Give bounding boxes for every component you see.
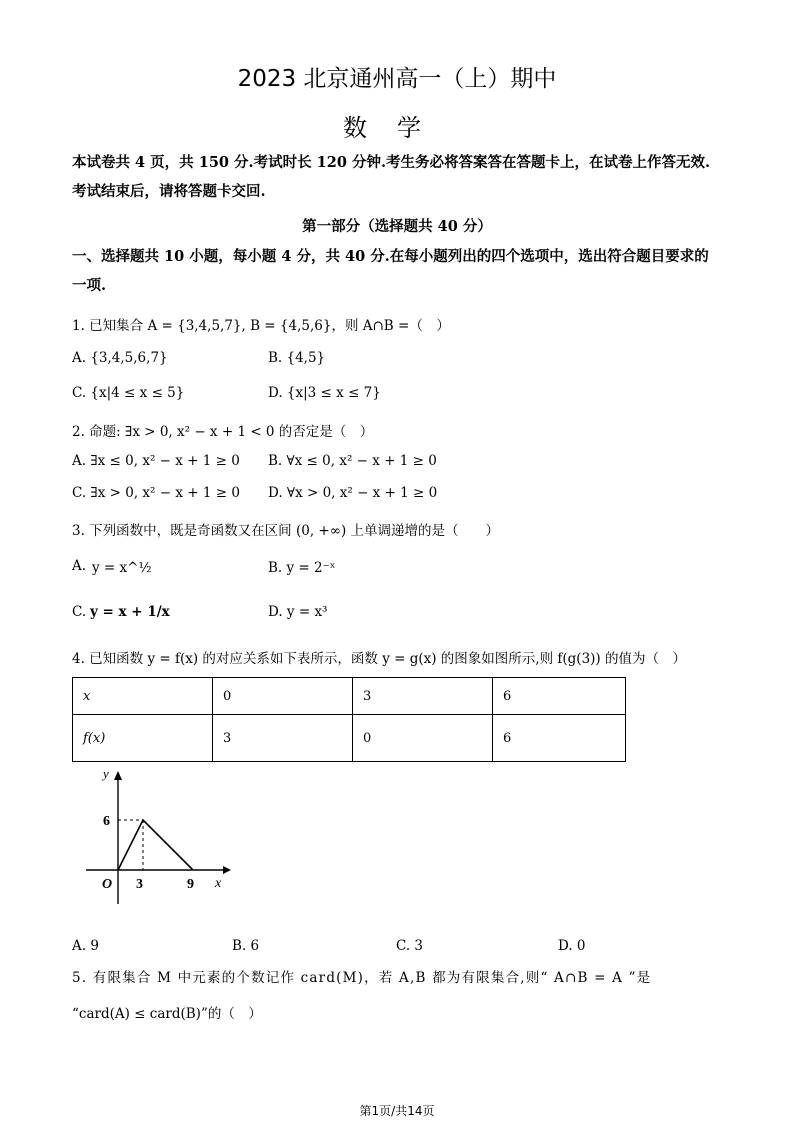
q2-option-b: B. ∀x ≤ 0, x² − x + 1 ≥ 0 bbox=[268, 453, 437, 469]
table-cell: f(x) bbox=[73, 715, 213, 762]
question-3-stem: 3. 下列函数中，既是奇函数又在区间 (0, +∞) 上单调递增的是（ ） bbox=[72, 523, 500, 539]
q3-option-b: B. y = 2⁻ˣ bbox=[268, 560, 336, 576]
section-heading: 一、选择题共 10 小题，每小题 4 分，共 40 分.在每小题列出的四个选项中，选出符合题目要求的一项. bbox=[72, 248, 709, 294]
q3-option-c-formula: y = x + 1/x bbox=[90, 604, 170, 620]
y-tick-label: 6 bbox=[103, 814, 110, 829]
y-axis-arrow bbox=[114, 771, 122, 780]
function-table bbox=[72, 677, 626, 762]
subject-title: 数学 bbox=[343, 114, 451, 142]
page-footer: 第1页/共14页 bbox=[359, 1104, 435, 1118]
part-heading: 第一部分（选择题共 40 分） bbox=[302, 218, 492, 235]
table-cell: 0 bbox=[213, 678, 353, 715]
table-row bbox=[73, 678, 626, 715]
q1-option-a: A. {3,4,5,6,7} bbox=[72, 350, 168, 366]
q1-option-b: B. {4,5} bbox=[268, 350, 326, 366]
x-axis-label: x bbox=[215, 876, 222, 891]
q4-option-a: A. 9 bbox=[72, 938, 99, 954]
exam-instructions: 本试卷共 4 页，共 150 分.考试时长 120 分钟.考生务必将答案答在答题卡上，在试卷上作答无效.考试结束后，请将答题卡交回. bbox=[72, 154, 711, 200]
x-axis-arrow bbox=[223, 866, 231, 874]
q1-option-d: D. {x|3 ≤ x ≤ 7} bbox=[268, 385, 381, 401]
g-function-graph bbox=[78, 762, 238, 912]
q2-option-c: C. ∃x > 0, x² − x + 1 ≥ 0 bbox=[72, 485, 240, 501]
q4-option-b: B. 6 bbox=[232, 938, 260, 954]
table-cell: 3 bbox=[213, 715, 353, 762]
origin-label: O bbox=[102, 877, 113, 892]
q3-option-c-label: C. bbox=[72, 604, 87, 620]
x-tick-label: 9 bbox=[187, 877, 194, 892]
table-cell: 6 bbox=[493, 678, 626, 715]
q4-option-d: D. 0 bbox=[558, 938, 586, 954]
question-2-stem: 2. 命题: ∃x > 0, x² − x + 1 < 0 的否定是（ ） bbox=[72, 424, 374, 440]
q3-option-a-formula: y = x^½ bbox=[92, 560, 152, 576]
q2-option-a: A. ∃x ≤ 0, x² − x + 1 ≥ 0 bbox=[72, 453, 240, 469]
table-row bbox=[73, 715, 626, 762]
question-4-stem: 4. 已知函数 y = f(x) 的对应关系如下表所示，函数 y = g(x) 的图象如图所示,则 f(g(3)) 的值为（ ） bbox=[72, 651, 686, 667]
y-axis-label: y bbox=[103, 766, 109, 781]
table-cell: 6 bbox=[493, 715, 626, 762]
question-5-stem-continued: “card(A) ≤ card(B)”的（ ） bbox=[72, 1006, 262, 1022]
q3-option-a-label: A. bbox=[72, 558, 87, 574]
q3-option-d: D. y = x³ bbox=[268, 604, 328, 620]
x-tick-label: 3 bbox=[136, 877, 143, 892]
page-title: 2023 北京通州高一（上）期中 bbox=[237, 66, 557, 92]
q4-option-c: C. 3 bbox=[396, 938, 424, 954]
table-cell: 0 bbox=[353, 715, 493, 762]
table-cell: x bbox=[73, 678, 213, 715]
g-graph-line bbox=[118, 820, 193, 870]
question-5-stem: 5. 有限集合 M 中元素的个数记作 card(M)，若 A,B 都为有限集合,则“ A∩B = A ”是 bbox=[72, 970, 652, 986]
table-cell: 3 bbox=[353, 678, 493, 715]
q2-option-d: D. ∀x > 0, x² − x + 1 ≥ 0 bbox=[268, 485, 438, 501]
q1-option-c: C. {x|4 ≤ x ≤ 5} bbox=[72, 385, 185, 401]
question-1-stem: 1. 已知集合 A = {3,4,5,7}, B = {4,5,6}，则 A∩B =（ ） bbox=[72, 318, 450, 334]
